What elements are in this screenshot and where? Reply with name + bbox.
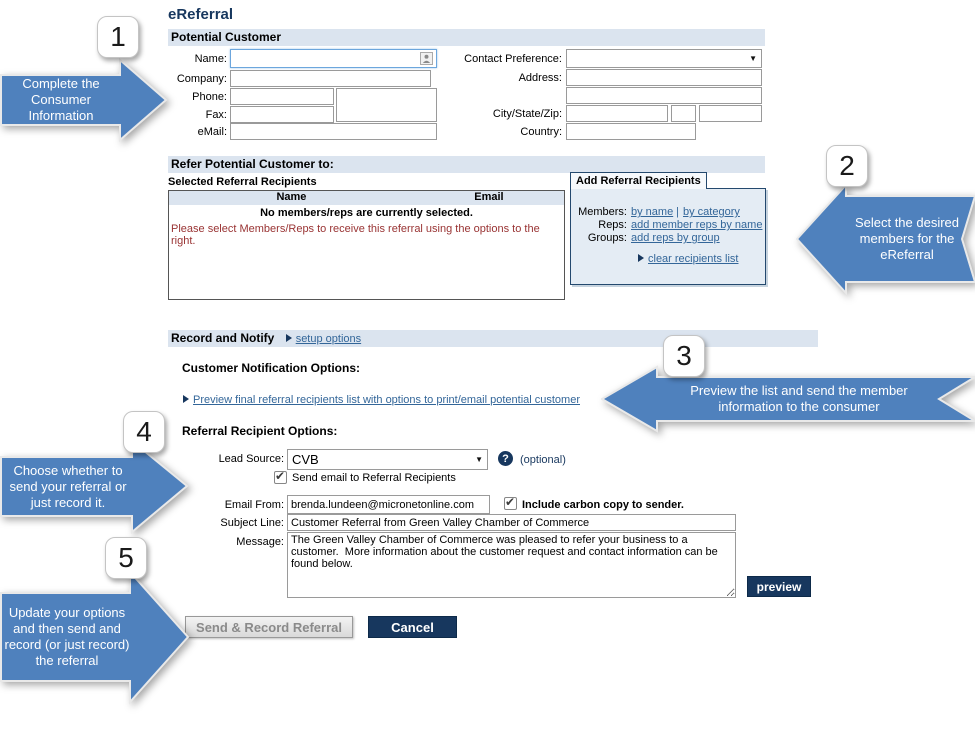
page-title: eReferral — [168, 6, 234, 23]
step-arrow-5 — [0, 568, 192, 706]
reps-label: Reps: — [598, 219, 627, 231]
email-column-header: Email — [474, 191, 504, 203]
members-label: Members: — [578, 206, 627, 218]
zip-input[interactable] — [699, 105, 762, 122]
email-from-label: Email From: — [224, 499, 284, 511]
state-input[interactable] — [671, 105, 696, 122]
send-email-checkbox[interactable] — [274, 471, 287, 484]
preview-recipients-link[interactable]: Preview final referral recipients list with options to print/email potential customer — [193, 394, 580, 406]
message-textarea[interactable] — [287, 532, 736, 598]
email-input[interactable] — [230, 123, 437, 140]
cc-checkbox[interactable] — [504, 497, 517, 510]
members-by-category-link[interactable]: by category — [683, 206, 740, 218]
add-member-reps-link[interactable]: add member reps by name — [631, 219, 763, 231]
cc-label: Include carbon copy to sender. — [522, 499, 684, 511]
section-refer-to: Refer Potential Customer to: — [168, 156, 765, 173]
dropdown-arrow-icon: ▼ — [475, 454, 483, 464]
email-from-input[interactable] — [287, 495, 490, 514]
referral-recipient-options-title: Referral Recipient Options: — [182, 424, 338, 438]
clear-recipients-row[interactable] — [638, 249, 738, 267]
message-label: Message: — [236, 536, 284, 548]
company-input[interactable] — [230, 70, 431, 87]
lead-source-value: CVB — [292, 452, 319, 467]
step-badge-1: 1 — [97, 16, 139, 58]
step-badge-5: 5 — [105, 537, 147, 579]
name-label: Name: — [194, 53, 227, 65]
section-potential-customer: Potential Customer — [168, 29, 765, 46]
selected-recipients-title: Selected Referral Recipients — [168, 176, 317, 188]
address-input-1[interactable] — [566, 69, 762, 86]
recipients-table — [168, 190, 565, 300]
phone-label: Phone: — [192, 91, 227, 103]
add-recipients-tab[interactable]: Add Referral Recipients — [570, 172, 707, 189]
lead-source-label: Lead Source: — [218, 453, 284, 465]
step-arrow-1 — [0, 58, 168, 142]
recipients-table-header — [169, 191, 564, 205]
help-icon[interactable]: ? — [498, 451, 513, 466]
triangle-bullet-icon — [286, 334, 292, 342]
name-input[interactable] — [230, 49, 437, 68]
preview-recipients-row[interactable] — [183, 390, 580, 408]
step-arrow-2 — [796, 183, 975, 295]
fax-label: Fax: — [205, 109, 227, 121]
subject-input[interactable] — [287, 514, 736, 531]
step-badge-3: 3 — [663, 335, 705, 377]
step-arrow-text: Complete the Consumer Information — [22, 76, 100, 123]
email-label: eMail: — [197, 126, 227, 138]
step-badge-2: 2 — [826, 145, 868, 187]
step-arrow-text: Choose whether to send your referral or just record it. — [9, 463, 127, 510]
step-arrow-text: Preview the list and send the member information to the consumer — [690, 383, 908, 414]
send-record-button[interactable]: Send & Record Referral — [185, 616, 353, 638]
address-label: Address: — [518, 72, 562, 84]
clear-recipients-link[interactable]: clear recipients list — [648, 253, 739, 265]
triangle-bullet-icon — [183, 395, 189, 403]
lead-source-select[interactable] — [287, 449, 488, 470]
step-arrow-4 — [0, 438, 190, 535]
send-email-label: Send email to Referral Recipients — [292, 472, 456, 484]
fax-input[interactable] — [230, 106, 334, 123]
members-by-name-link[interactable]: by name — [631, 206, 674, 218]
country-label: Country: — [520, 126, 562, 138]
dropdown-arrow-icon: ▼ — [749, 53, 757, 63]
add-reps-by-group-link[interactable]: add reps by group — [631, 232, 720, 244]
contact-preference-select[interactable] — [566, 49, 762, 68]
contact-preference-label: Contact Preference: — [464, 53, 562, 65]
customer-notification-title: Customer Notification Options: — [182, 361, 360, 375]
cancel-button[interactable]: Cancel — [368, 616, 457, 638]
step-arrow-text: Select the desired members for the eReferral — [854, 215, 960, 262]
triangle-bullet-icon — [638, 254, 644, 262]
groups-label: Groups: — [587, 232, 627, 244]
name-column-header: Name — [276, 191, 307, 203]
phone-input[interactable] — [230, 88, 334, 105]
step-arrow-3 — [601, 364, 975, 434]
step-badge-4: 4 — [123, 411, 165, 453]
country-input[interactable] — [566, 123, 696, 140]
link-separator: | — [676, 206, 679, 218]
subject-label: Subject Line: — [220, 517, 284, 529]
city-input[interactable] — [566, 105, 668, 122]
select-recipients-help-message: Please select Members/Reps to receive this referral using the options to the right. — [171, 223, 540, 247]
preview-button[interactable]: preview — [747, 576, 811, 597]
record-notify-title: Record and Notify — [171, 331, 275, 345]
empty-recipients-message: No members/reps are currently selected. — [260, 207, 473, 219]
setup-options-link[interactable]: setup options — [295, 333, 362, 345]
city-state-zip-label: City/State/Zip: — [492, 108, 562, 120]
step-arrow-text: Update your options and then send and record (or just record) the referral — [4, 605, 130, 668]
company-label: Company: — [176, 73, 227, 85]
address-input-2[interactable] — [566, 87, 762, 104]
section-record-notify — [168, 330, 818, 347]
optional-label: (optional) — [520, 454, 566, 466]
